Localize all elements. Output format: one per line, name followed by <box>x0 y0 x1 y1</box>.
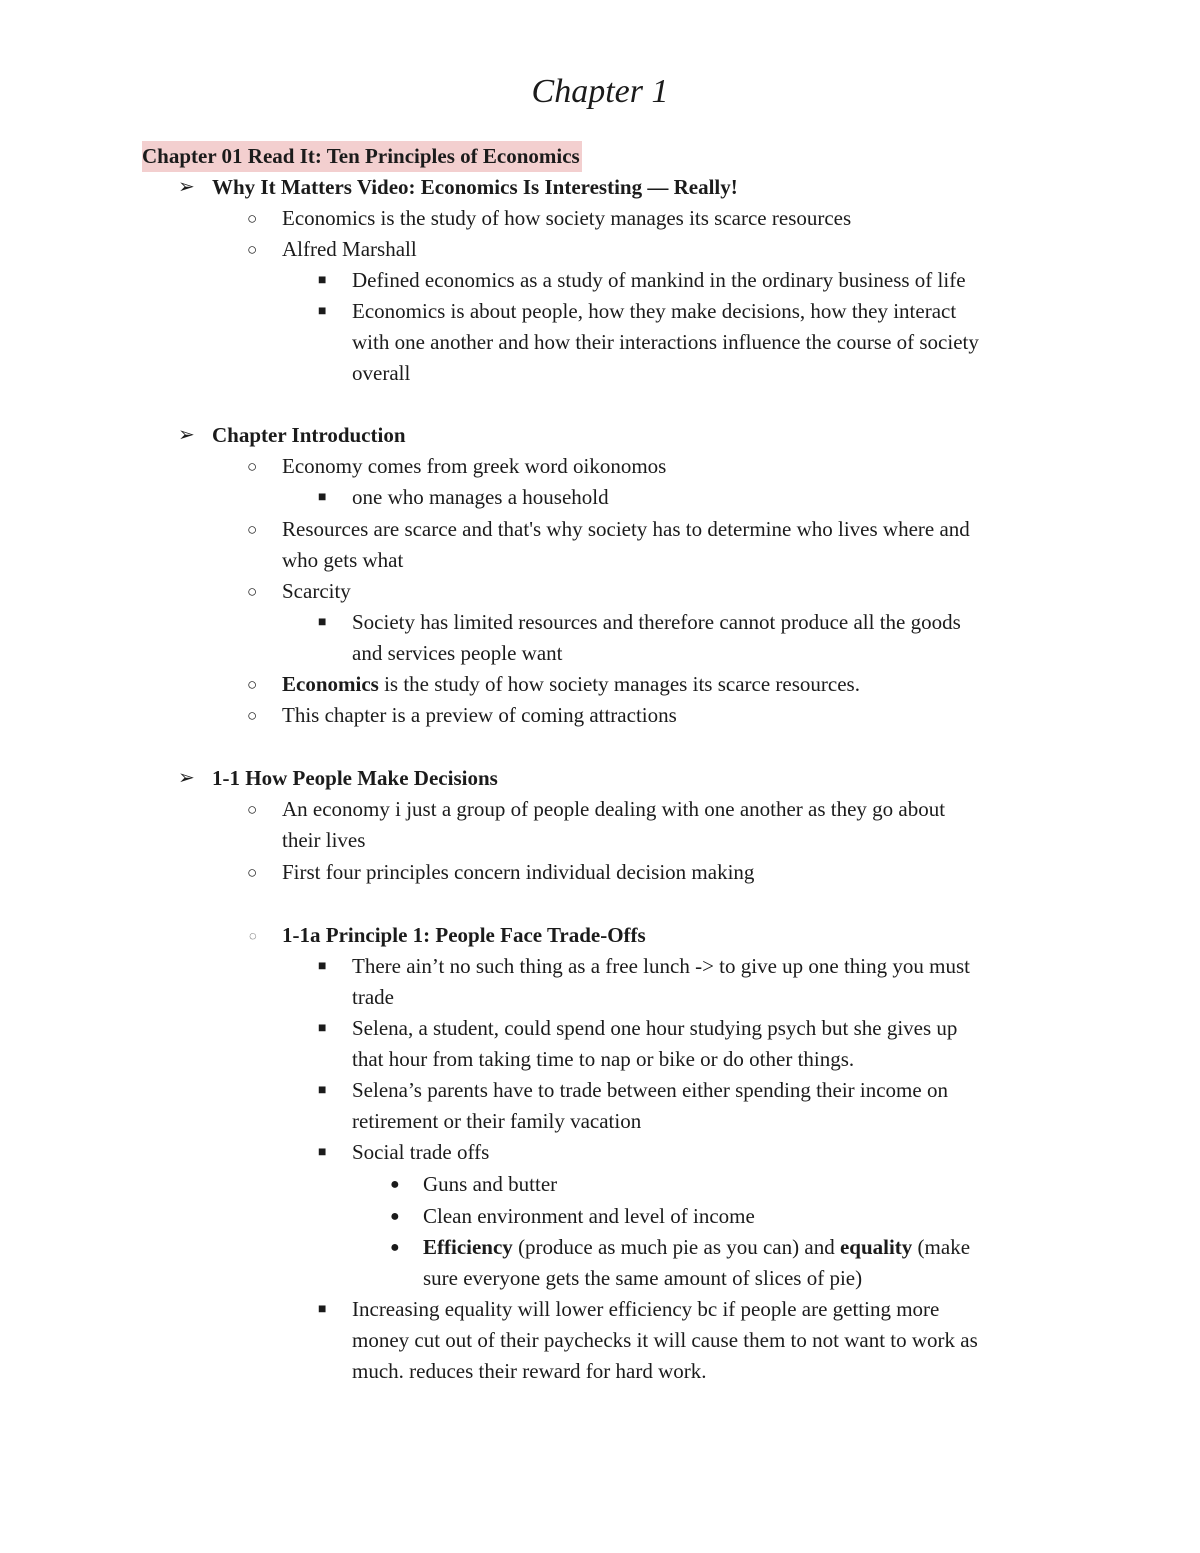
square-bullet-icon: ■ <box>318 615 327 630</box>
outline-item-continuation: sure everyone gets the same amount of slices of pie) <box>423 1266 863 1290</box>
bold-term: equality <box>839 1235 913 1259</box>
outline-item-level1: Why It Matters Video: Economics Is Interesting — Really! <box>212 175 738 199</box>
outline-item-continuation: money cut out of their paychecks it will cause them to not want to work as <box>352 1328 978 1352</box>
circle-bullet-icon: ○ <box>247 582 258 601</box>
bold-term: Efficiency <box>423 1235 513 1259</box>
outline-item-level3: one who manages a household <box>352 485 609 509</box>
outline-item-continuation: overall <box>352 361 411 385</box>
section-heading: Chapter 01 Read It: Ten Principles of Economics <box>142 141 582 172</box>
outline-item-level2: Resources are scarce and that's why society has to determine who lives where and <box>282 517 970 541</box>
item-text: (produce as much pie as you can) and <box>512 1235 840 1259</box>
outline-item-continuation: with one another and how their interactions influence the course of society <box>352 330 979 354</box>
square-bullet-icon: ■ <box>318 1021 327 1036</box>
bold-term: Economics <box>282 672 379 696</box>
circle-bullet-icon: ○ <box>247 706 258 725</box>
outline-item-continuation: who gets what <box>282 548 404 572</box>
outline-item-level3: Increasing equality will lower efficiency bc if people are getting more <box>352 1297 940 1321</box>
outline-item-level2 <box>282 669 860 700</box>
outline-item-continuation: that hour from taking time to nap or bike or do other things. <box>352 1047 855 1071</box>
outline-item-level4: Guns and butter <box>423 1172 558 1196</box>
page-title: Chapter 1 <box>531 73 669 110</box>
outline-subheading: 1-1a Principle 1: People Face Trade-Offs <box>282 923 646 947</box>
outline-item-level2: Scarcity <box>282 579 351 603</box>
outline-item-level2: An economy i just a group of people dealing with one another as they go about <box>282 797 946 821</box>
circle-bullet-icon: ○ <box>247 800 258 819</box>
outline-item-level3: Economics is about people, how they make decisions, how they interact <box>352 299 957 323</box>
item-text: (make <box>912 1235 971 1259</box>
square-bullet-icon: ■ <box>318 1083 327 1098</box>
outline-item-level4 <box>423 1232 970 1263</box>
outline-item-continuation: retirement or their family vacation <box>352 1109 642 1133</box>
outline-item-continuation: and services people want <box>352 641 563 665</box>
square-bullet-icon: ■ <box>318 1302 327 1317</box>
outline-item-level1: Chapter Introduction <box>212 423 406 447</box>
outline-item-level3: Society has limited resources and therefore cannot produce all the goods <box>352 610 961 634</box>
square-bullet-icon: ■ <box>318 959 327 974</box>
outline-item-level2: First four principles concern individual decision making <box>282 860 755 884</box>
item-text: is the study of how society manages its scarce resources. <box>378 672 860 696</box>
circle-bullet-icon: ○ <box>247 240 258 259</box>
outline-item-level2: Alfred Marshall <box>282 237 417 261</box>
dot-bullet-icon: ● <box>390 1176 400 1193</box>
circle-bullet-icon: ○ <box>247 520 258 539</box>
arrow-bullet-icon: ➢ <box>178 176 195 198</box>
outline-item-level3: Social trade offs <box>352 1140 490 1164</box>
circle-bullet-icon: ○ <box>247 209 258 228</box>
outline-item-continuation: much. reduces their reward for hard work. <box>352 1359 707 1383</box>
outline-item-level3: There ain’t no such thing as a free lunch -> to give up one thing you must <box>352 954 970 978</box>
outline-item-level2: Economy comes from greek word oikonomos <box>282 454 667 478</box>
outline-item-level1: 1-1 How People Make Decisions <box>212 766 498 790</box>
circle-bullet-icon: ○ <box>247 457 258 476</box>
dot-bullet-icon: ● <box>390 1239 400 1256</box>
arrow-bullet-icon: ➢ <box>178 424 195 446</box>
outline-item-level3: Selena, a student, could spend one hour studying psych but she gives up <box>352 1016 958 1040</box>
square-bullet-icon: ■ <box>318 304 327 319</box>
square-bullet-icon: ■ <box>318 273 327 288</box>
outline-item-continuation: their lives <box>282 828 366 852</box>
circle-bullet-icon: ○ <box>247 675 258 694</box>
dot-bullet-icon: ● <box>390 1208 400 1225</box>
outline-item-level2: Economics is the study of how society manages its scarce resources <box>282 206 852 230</box>
circle-bullet-icon: ○ <box>247 863 258 882</box>
outline-item-continuation: trade <box>352 985 394 1009</box>
square-bullet-icon: ■ <box>318 1145 327 1160</box>
dotted-circle-bullet-icon: ◌ <box>249 928 257 943</box>
outline-item-level3: Selena’s parents have to trade between either spending their income on <box>352 1078 948 1102</box>
outline-item-level3: Defined economics as a study of mankind in the ordinary business of life <box>352 268 966 292</box>
arrow-bullet-icon: ➢ <box>178 767 195 789</box>
outline-item-level4: Clean environment and level of income <box>423 1204 755 1228</box>
square-bullet-icon: ■ <box>318 490 327 505</box>
outline-item-level2: This chapter is a preview of coming attractions <box>282 703 677 727</box>
